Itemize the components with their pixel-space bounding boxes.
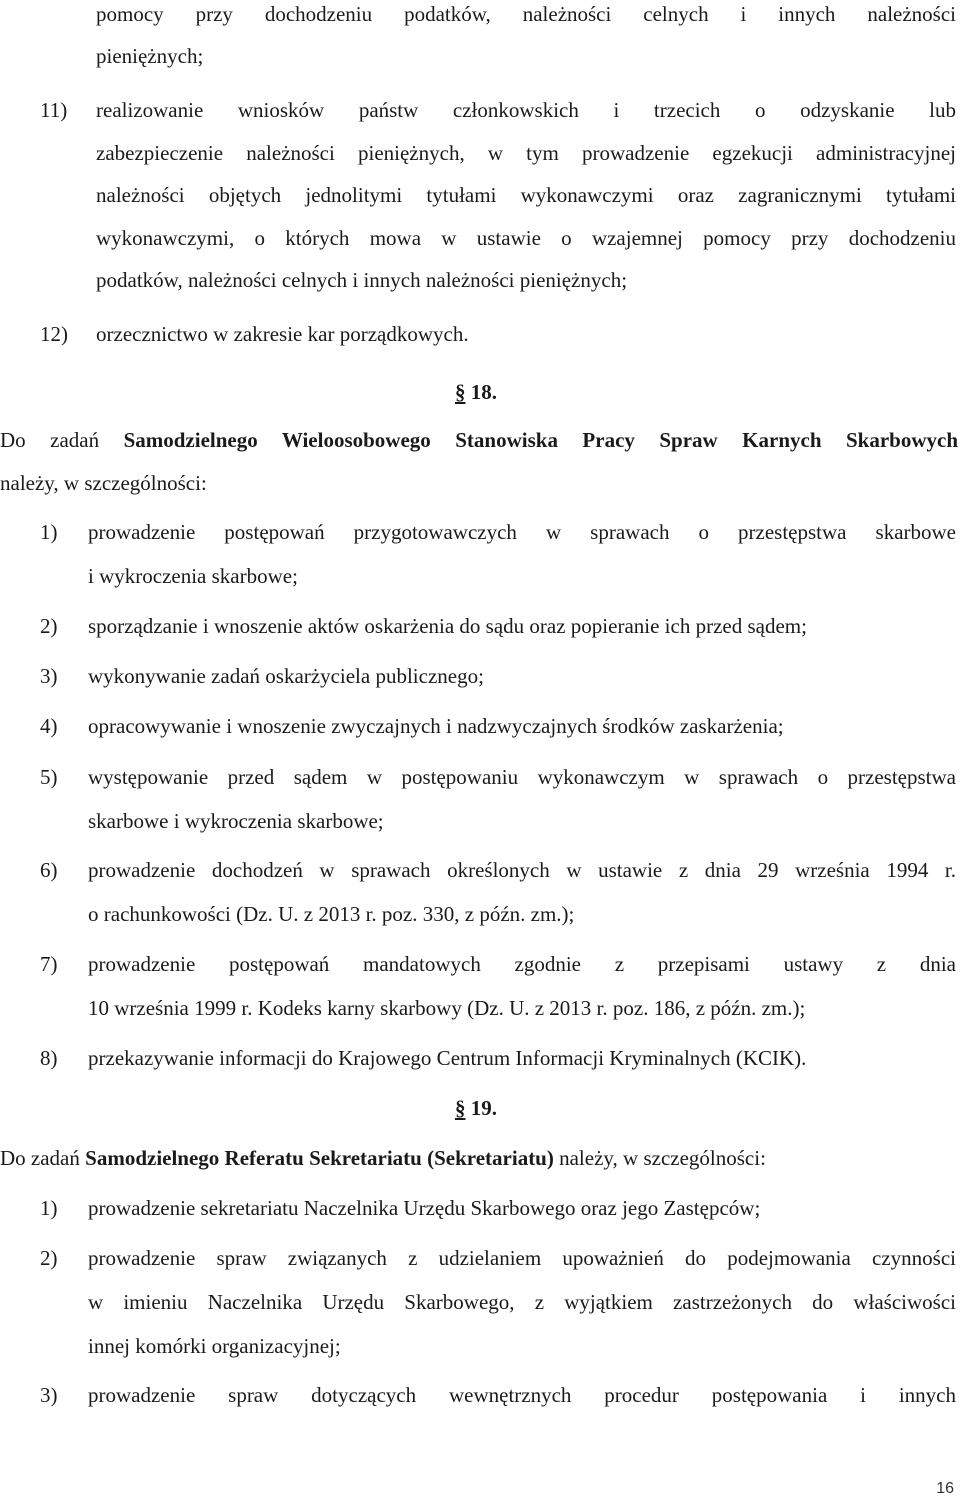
page-number: 16 — [936, 1480, 954, 1497]
list-item-text: należności objętych jednolitymi tytułami wykonawczymi oraz zagranicznymi tytułami — [96, 183, 956, 207]
section-intro-continued: należy, w szczególności: — [0, 471, 207, 495]
list-item-text: skarbowe i wykroczenia skarbowe; — [88, 809, 384, 833]
list-item-text: przekazywanie informacji do Krajowego Centrum Informacji Kryminalnych (KCIK). — [88, 1046, 807, 1070]
list-item-number: 6) — [40, 858, 58, 882]
section-symbol: § — [455, 380, 466, 404]
list-item-number: 5) — [40, 765, 58, 789]
list-item-number: 3) — [40, 664, 58, 688]
list-item-text: 10 września 1999 r. Kodeks karny skarbowy (Dz. U. z 2013 r. poz. 186, z późn. zm.); — [88, 996, 806, 1020]
list-item-text: prowadzenie dochodzeń w sprawach określonych w ustawie z dnia 29 września 1994 r. — [88, 858, 956, 882]
section-intro — [0, 418, 958, 462]
list-item-text: wykonawczymi, o których mowa w ustawie o wzajemnej pomocy przy dochodzeniu — [96, 226, 956, 250]
list-item-number: 8) — [40, 1046, 58, 1070]
intro-suffix: należy, w szczególności: — [559, 1146, 766, 1170]
list-item-text: realizowanie wniosków państw członkowskich i trzecich o odzyskanie lub — [96, 98, 956, 122]
list-item-text: wykonywanie zadań oskarżyciela publicznego; — [88, 664, 484, 688]
intro-prefix: Do zadań — [0, 428, 100, 452]
section-heading — [455, 1086, 497, 1130]
list-item-number: 1) — [40, 1196, 58, 1220]
list-item-text: o rachunkowości (Dz. U. z 2013 r. poz. 330, z późn. zm.); — [88, 902, 575, 926]
list-item-text: prowadzenie postępowań mandatowych zgodnie z przepisami ustawy z dnia — [88, 952, 956, 976]
list-item-text: prowadzenie postępowań przygotowawczych w sprawach o przestępstwa skarbowe — [88, 520, 956, 544]
list-item-text: występowanie przed sądem w postępowaniu wykonawczym w sprawach o przestępstwa — [88, 765, 956, 789]
list-item-text: orzecznictwo w zakresie kar porządkowych. — [96, 322, 469, 346]
list-item-text: i wykroczenia skarbowe; — [88, 564, 298, 588]
list-item-text: opracowywanie i wnoszenie zwyczajnych i nadzwyczajnych środków zaskarżenia; — [88, 714, 784, 738]
list-item-text: w imieniu Naczelnika Urzędu Skarbowego, z wyjątkiem zastrzeżonych do właściwości — [88, 1290, 956, 1314]
list-item-number: 2) — [40, 614, 58, 638]
section-heading — [455, 370, 497, 414]
paragraph-line: pomocy przy dochodzeniu podatków, należności celnych i innych należności — [96, 2, 956, 26]
section-intro — [0, 1136, 766, 1180]
list-item-text: prowadzenie spraw związanych z udzielaniem upoważnień do podejmowania czynności — [88, 1246, 956, 1270]
section-number: 18. — [470, 380, 497, 404]
list-item-number: 4) — [40, 714, 58, 738]
list-item-number: 12) — [40, 322, 68, 346]
list-item-number: 2) — [40, 1246, 58, 1270]
section-number: 19. — [470, 1096, 497, 1120]
unit-name: Samodzielnego Referatu Sekretariatu (Sekretariatu) — [85, 1146, 554, 1170]
list-item-number: 11) — [40, 98, 68, 122]
list-item-text: zabezpieczenie należności pieniężnych, w tym prowadzenie egzekucji administracyjnej — [96, 141, 956, 165]
list-item-text: prowadzenie spraw dotyczących wewnętrznych procedur postępowania i innych — [88, 1383, 956, 1407]
section-symbol: § — [455, 1096, 466, 1120]
list-item-number: 3) — [40, 1383, 58, 1407]
list-item-number: 7) — [40, 952, 58, 976]
list-item-text: sporządzanie i wnoszenie aktów oskarżenia do sądu oraz popieranie ich przed sądem; — [88, 614, 807, 638]
unit-name: Samodzielnego Wieloosobowego Stanowiska Pracy Spraw Karnych Skarbowych — [123, 428, 958, 452]
list-item-text: prowadzenie sekretariatu Naczelnika Urzędu Skarbowego oraz jego Zastępców; — [88, 1196, 761, 1220]
list-item-text: podatków, należności celnych i innych należności pieniężnych; — [96, 268, 628, 292]
list-item-number: 1) — [40, 520, 58, 544]
paragraph-line: pieniężnych; — [96, 44, 204, 68]
intro-prefix: Do zadań — [0, 1146, 80, 1170]
list-item-text: innej komórki organizacyjnej; — [88, 1334, 341, 1358]
